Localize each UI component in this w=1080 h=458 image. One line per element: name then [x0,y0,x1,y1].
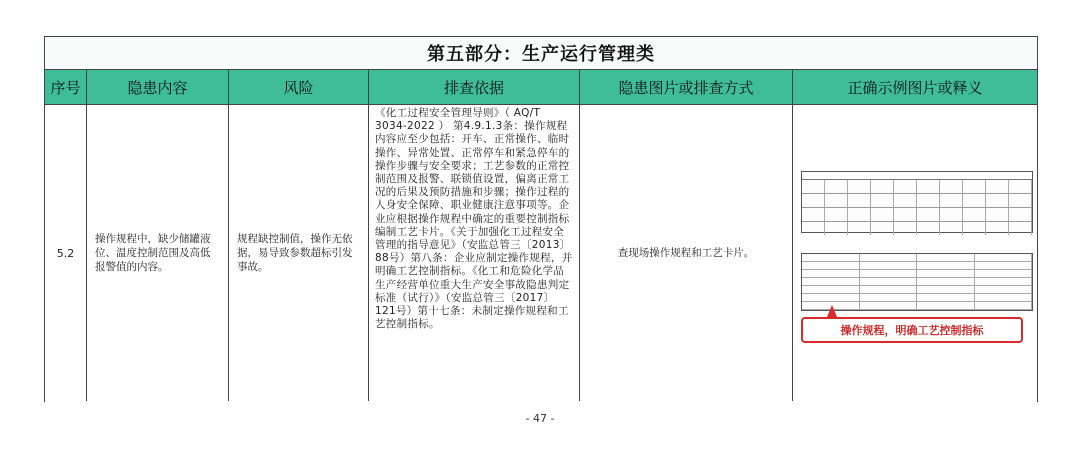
header-example: 正确示例图片或释义 [847,78,983,97]
example-callout: 操作规程，明确工艺控制指标 [801,317,1023,343]
example-control-index-table-image [801,253,1033,311]
example-cell [793,105,1037,401]
header-basis: 排查依据 [369,70,580,104]
basis-cell [369,105,580,401]
basis-text: 《化工过程安全管理导则》（ AQ/T 3034-2022 ） 第4.9.1.3条：操作规程内容应至少包括：开车、正常操作、临时操作、异常处置、正常停车和紧急停车的操作步骤与安全要求；工艺参数的正常控制范围及报警、联锁值设置，偏离正常工况的后果及预防措施和步骤；操作过程的人身安全保障、职业健康注意事项等。企业应根据操作规程中确定的重要控制指标编制工艺卡片。《关于加强化工过程安全管理的指导意见》（安监总管三〔2013〕88号）第八条：企业应制定操作规程，并明确工艺控制指标。《化工和危险化学品生产经营单位重大生产安全事故隐患判定标准（试行）》（安监总管三〔2017〕121号）第十七条：未制定操作规程和工艺控制指标。 [375,107,573,331]
risk-cell [229,105,369,401]
method-text: 查现场操作规程和工艺卡片。 [617,247,755,259]
example-process-table-image [801,171,1033,233]
hazard-cell [87,105,229,401]
header-hazard: 隐患内容 [87,70,229,104]
section-title: 第五部分：生产运行管理类 [45,37,1037,70]
table-header-row [45,70,1037,105]
header-method: 隐患图片或排查方式 [580,70,793,104]
seq-cell [45,105,87,401]
hazard-text: 操作规程中，缺少储罐液位、温度控制范围及高低报警值的内容。 [95,233,211,273]
table-row [45,105,1037,401]
method-cell [580,105,793,401]
header-risk: 风险 [229,70,369,104]
callout-pointer-icon [827,305,837,317]
seq-number: 5.2 [56,246,75,260]
risk-text: 规程缺控制值，操作无依据，易导致参数超标引发事故。 [237,233,353,273]
page-number: - 47 - [525,412,555,425]
hazard-table [44,36,1038,402]
header-seq: 序号 [45,70,87,104]
